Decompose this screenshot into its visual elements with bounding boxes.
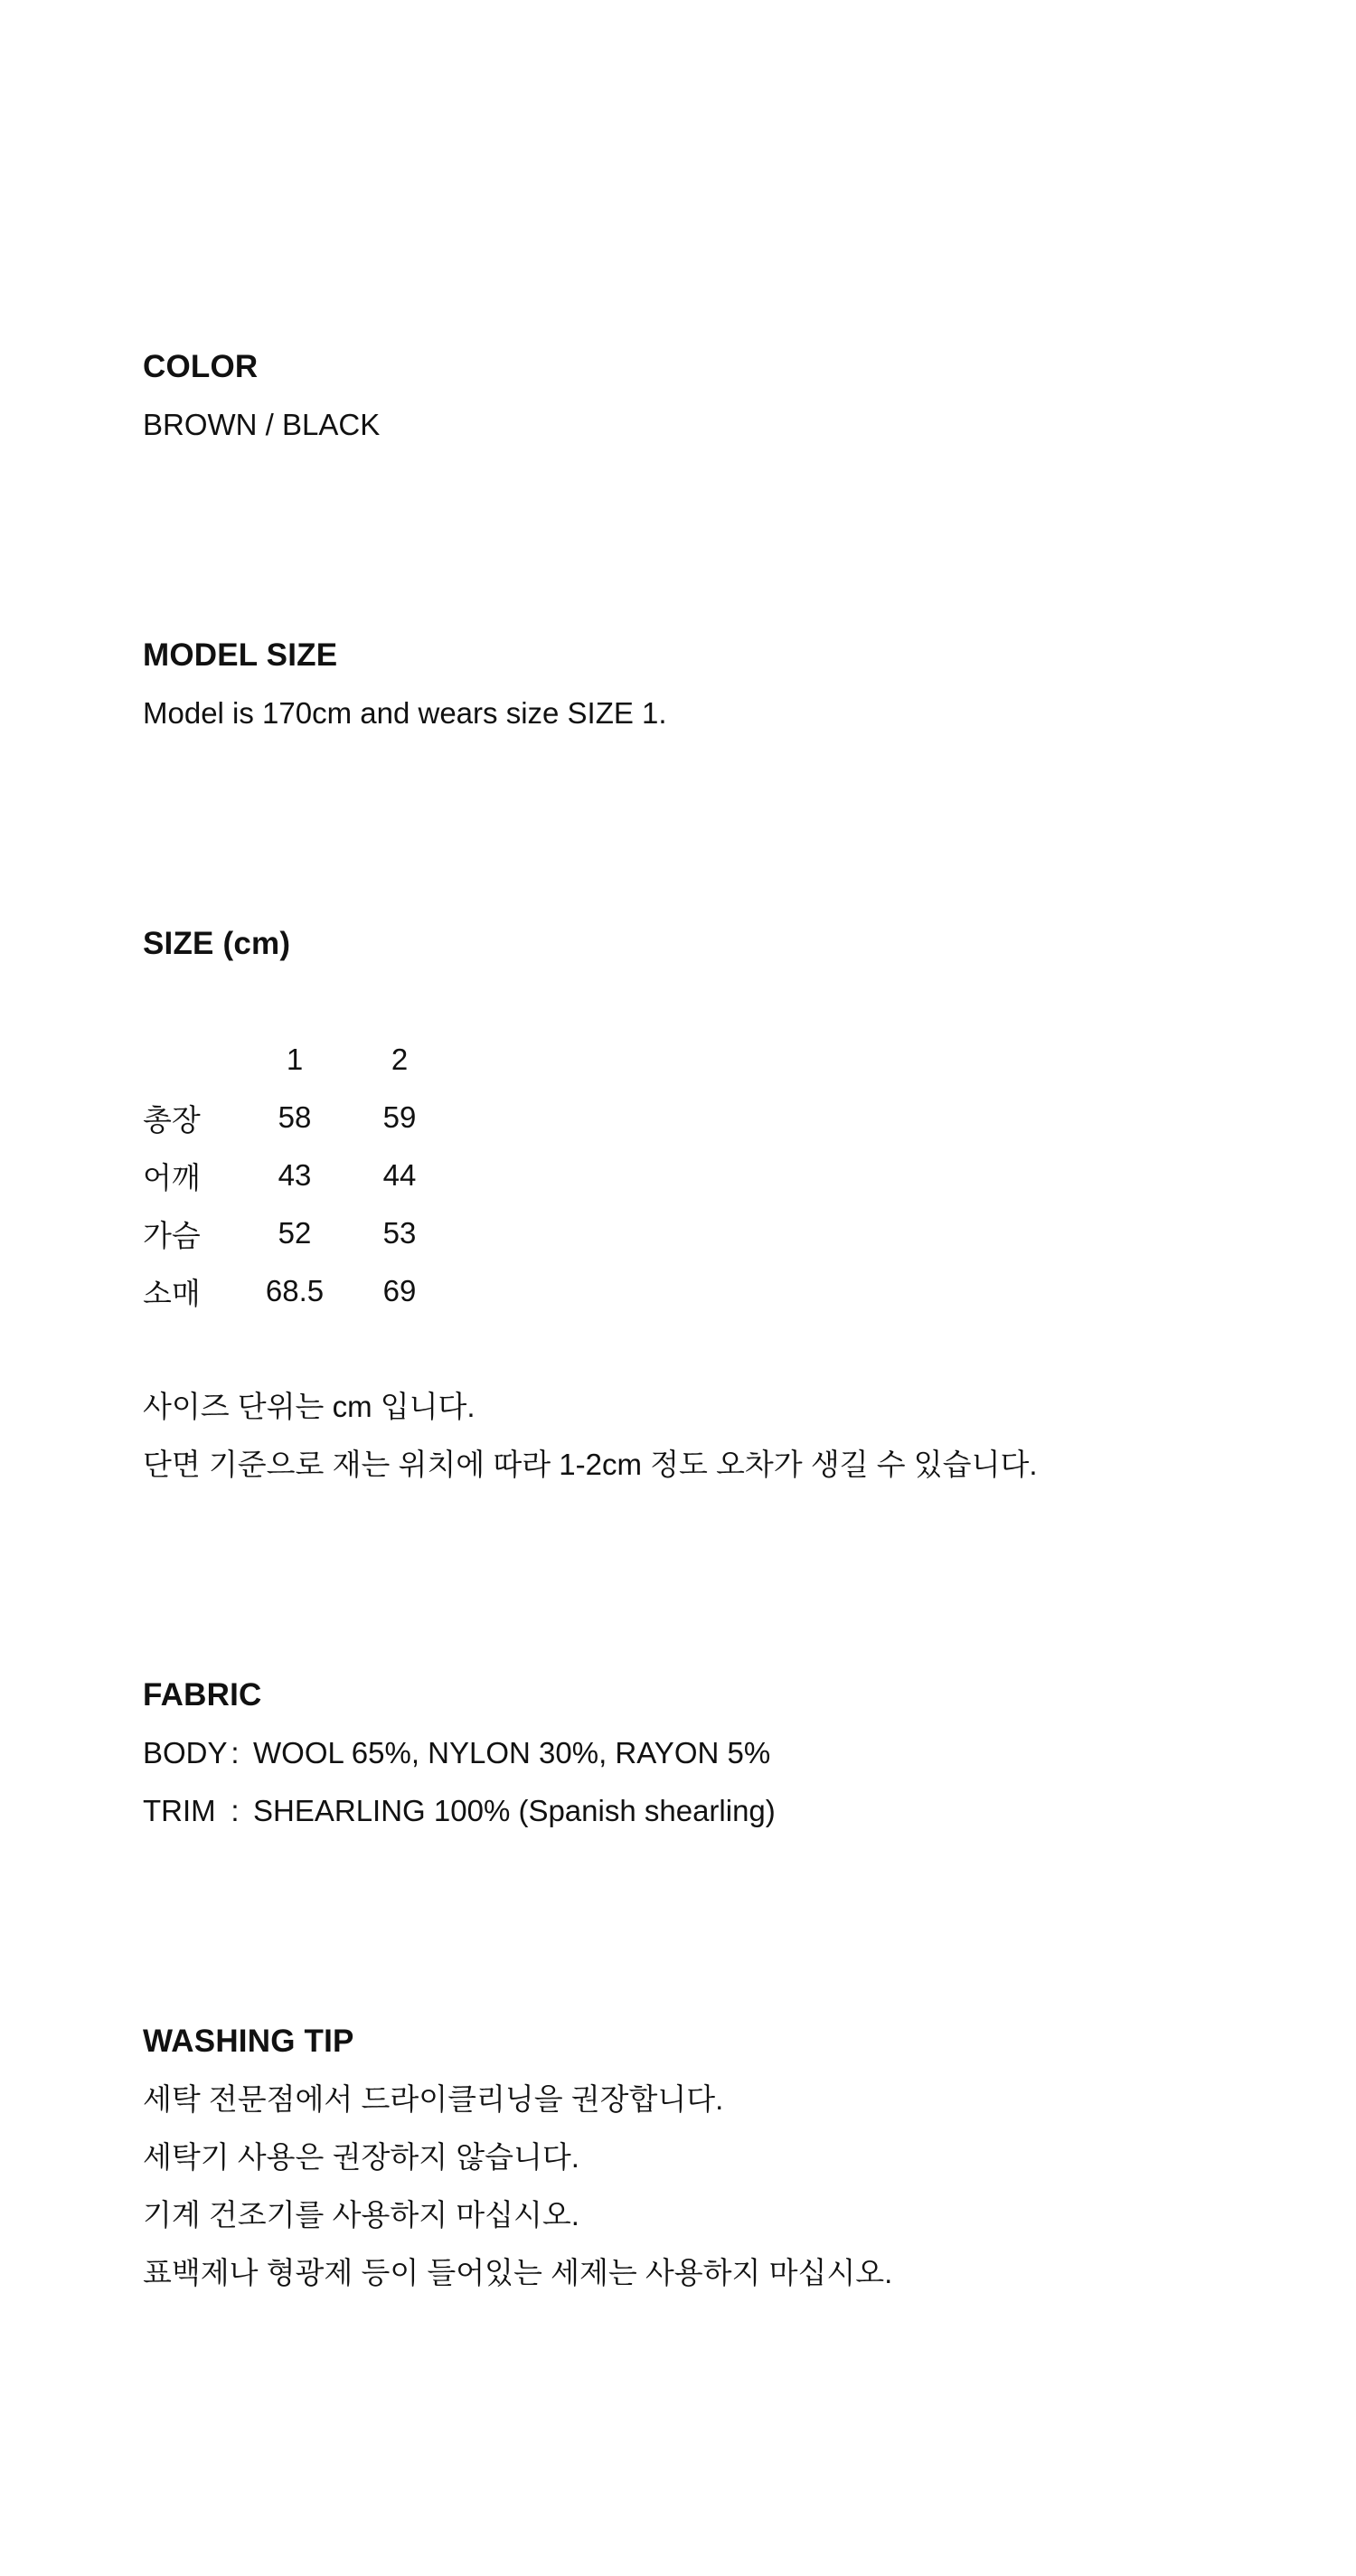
size-cell: 59	[382, 1100, 417, 1134]
fabric-row	[143, 1724, 1228, 1782]
size-row-label: 총장	[143, 1102, 201, 1137]
fabric-row	[143, 1782, 1228, 1840]
size-cell: 52	[278, 1216, 312, 1250]
table-row	[143, 1204, 452, 1262]
size-note: 사이즈 단위는 cm 입니다.	[143, 1390, 476, 1423]
washing-section	[143, 2013, 1228, 2302]
washing-line: 표백제나 형광제 등이 들어있는 세제는 사용하지 마십시오.	[143, 2256, 893, 2289]
washing-heading: WASHING TIP	[143, 2024, 354, 2059]
fabric-separator: :	[231, 1794, 240, 1827]
fabric-value: WOOL 65%, NYLON 30%, RAYON 5%	[253, 1736, 771, 1769]
table-row	[143, 1089, 452, 1146]
color-section	[143, 338, 1228, 454]
size-note: 단면 기준으로 재는 위치에 따라 1-2cm 정도 오차가 생길 수 있습니다.	[143, 1448, 1038, 1481]
table-row	[143, 1262, 452, 1320]
fabric-label: BODY	[143, 1736, 228, 1769]
size-column-header: 2	[391, 1043, 409, 1076]
size-cell: 69	[382, 1274, 417, 1307]
size-cell: 44	[382, 1158, 417, 1192]
fabric-heading: FABRIC	[143, 1677, 262, 1713]
size-cell: 53	[382, 1216, 417, 1250]
fabric-value: SHEARLING 100% (Spanish shearling)	[253, 1794, 776, 1827]
table-row	[143, 1146, 452, 1204]
model-size-heading: MODEL SIZE	[143, 637, 338, 673]
model-size-section	[143, 627, 1228, 742]
size-table	[143, 1031, 452, 1320]
size-heading: SIZE (cm)	[143, 926, 291, 961]
color-heading: COLOR	[143, 349, 259, 384]
size-row-label: 소매	[143, 1276, 201, 1310]
fabric-section	[143, 1666, 1228, 1840]
size-row-label: 가슴	[143, 1218, 201, 1252]
size-cell: 58	[278, 1100, 312, 1134]
size-cell: 68.5	[265, 1274, 325, 1307]
size-table-corner	[143, 1031, 242, 1089]
color-value: BROWN / BLACK	[143, 408, 381, 441]
size-notes	[143, 1378, 1228, 1494]
size-table-header-row	[143, 1031, 452, 1089]
washing-line: 세탁기 사용은 권장하지 않습니다.	[143, 2140, 579, 2174]
size-cell: 43	[278, 1158, 312, 1192]
washing-line: 기계 건조기를 사용하지 마십시오.	[143, 2198, 579, 2232]
model-size-text: Model is 170cm and wears size SIZE 1.	[143, 696, 667, 730]
washing-line: 세탁 전문점에서 드라이클리닝을 권장합니다.	[143, 2082, 724, 2116]
fabric-label: TRIM	[143, 1794, 216, 1827]
size-row-label: 어깨	[143, 1160, 201, 1194]
fabric-separator: :	[231, 1736, 240, 1769]
size-section	[143, 915, 1228, 973]
size-column-header: 1	[286, 1043, 304, 1076]
